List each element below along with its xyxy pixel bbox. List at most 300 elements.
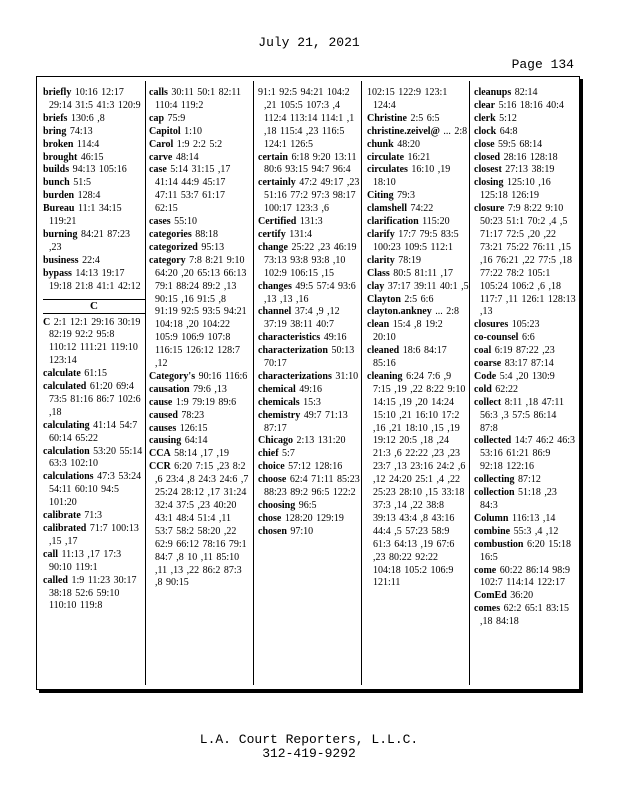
page-line-refs: 5:4 ,20 130:9 bbox=[499, 370, 555, 382]
page-line-refs: 95:13 bbox=[201, 241, 225, 253]
index-word: clayton.ankney bbox=[367, 306, 432, 318]
index-entry bbox=[149, 139, 251, 152]
index-word: Category's bbox=[149, 370, 196, 382]
index-word: CCR bbox=[149, 461, 171, 473]
index-word: chosen bbox=[258, 525, 287, 537]
page-line-refs: 88:18 bbox=[195, 228, 219, 240]
index-entry bbox=[258, 87, 360, 152]
page-line-refs: 62:4 71:11 85:23 88:23 89:2 96:5 122:2 bbox=[264, 474, 360, 499]
index-entry bbox=[43, 87, 145, 113]
index-entry bbox=[474, 164, 576, 177]
page-line-refs: 55:10 bbox=[174, 216, 197, 228]
entries-block bbox=[367, 87, 469, 590]
index-entry bbox=[367, 281, 469, 294]
index-word: cases bbox=[149, 216, 171, 228]
index-word: CCA bbox=[149, 448, 171, 460]
page-line-refs: 48:20 bbox=[397, 138, 420, 150]
index-entry bbox=[258, 384, 360, 397]
index-word: clerk bbox=[474, 112, 496, 124]
index-entry bbox=[43, 255, 145, 268]
index-word: carve bbox=[149, 151, 173, 163]
index-word: choice bbox=[258, 461, 285, 473]
index-word: circulates bbox=[367, 164, 408, 176]
index-word: briefs bbox=[43, 112, 68, 124]
page-line-refs: 102:15 122:9 123:1 124:4 bbox=[367, 87, 448, 111]
index-column-4 bbox=[367, 87, 469, 683]
index-word: causation bbox=[149, 383, 190, 395]
index-entry bbox=[258, 242, 360, 281]
index-word: come bbox=[474, 564, 497, 576]
page-line-refs: 91:1 92:5 94:21 104:2 ,21 105:5 107:3 ,4 112:4 113:14 114:1 ,1 ,18 115:4 ,23 116:5 124:1 126:5 bbox=[258, 87, 355, 150]
index-word: closing bbox=[474, 177, 504, 189]
index-word: calculated bbox=[43, 381, 87, 393]
page-line-refs: 53:20 55:14 63:3 102:10 bbox=[49, 445, 143, 470]
index-word: certain bbox=[258, 151, 288, 163]
index-word: calculating bbox=[43, 419, 90, 431]
index-entry bbox=[258, 216, 360, 229]
index-entry bbox=[474, 487, 576, 513]
page-line-refs: 6:19 87:22 ,23 bbox=[494, 345, 555, 357]
index-word: characterization bbox=[258, 345, 328, 357]
entries-block bbox=[149, 87, 251, 590]
index-column-1 bbox=[43, 87, 145, 683]
index-entry bbox=[474, 526, 576, 539]
page-line-refs: 27:13 38:19 bbox=[505, 164, 555, 176]
column-divider bbox=[253, 81, 254, 685]
page-line-refs: 36:20 bbox=[510, 590, 534, 602]
page-line-refs: 128:20 129:19 bbox=[284, 512, 344, 524]
index-word: bunch bbox=[43, 177, 70, 189]
index-word: chief bbox=[258, 448, 279, 460]
column-divider bbox=[469, 81, 470, 685]
index-column-2 bbox=[149, 87, 251, 683]
index-entry bbox=[43, 177, 145, 190]
page-line-refs: 130:6 ,8 bbox=[70, 112, 105, 124]
page-line-refs: 80:5 81:11 ,17 bbox=[393, 267, 453, 279]
index-word: clarify bbox=[367, 228, 395, 240]
index-word: Class bbox=[367, 267, 390, 279]
index-entry bbox=[258, 371, 360, 384]
index-entry bbox=[43, 139, 145, 152]
index-entry bbox=[474, 371, 576, 384]
page-line-refs: 11:13 ,17 17:3 90:10 119:1 bbox=[49, 548, 122, 573]
page-line-refs: 96:5 bbox=[298, 500, 317, 511]
index-entry bbox=[367, 87, 469, 113]
index-word: chemicals bbox=[258, 396, 300, 408]
index-entry bbox=[258, 397, 360, 410]
page-line-refs: 71:7 100:13 ,15 ,17 bbox=[49, 523, 139, 547]
index-entry bbox=[149, 423, 251, 436]
page-line-refs: 114:4 bbox=[76, 138, 100, 150]
index-word: broken bbox=[43, 138, 74, 150]
index-word: clay bbox=[367, 280, 385, 292]
entries-block bbox=[474, 87, 576, 629]
page-line-refs: 64:8 bbox=[499, 125, 518, 137]
word-index-frame bbox=[36, 76, 580, 690]
page-line-refs: 64:14 bbox=[184, 435, 208, 447]
index-word: characteristics bbox=[258, 332, 321, 344]
index-entry bbox=[474, 397, 576, 436]
page-line-refs: 30:11 50:1 82:11 110:4 119:2 bbox=[155, 87, 241, 111]
page-line-refs: 11:1 34:15 119:21 bbox=[49, 203, 122, 228]
index-word: combustion bbox=[474, 538, 524, 550]
page-line-refs: 2:5 6:6 bbox=[404, 293, 434, 305]
index-word: Bureau bbox=[43, 203, 75, 215]
entries-block bbox=[258, 87, 360, 539]
page-line-refs: 47:2 49:17 ,23 51:16 77:2 97:3 98:17 100:17 123:3 ,6 bbox=[264, 177, 360, 215]
index-entry bbox=[149, 384, 251, 397]
page-line-refs: 58:14 ,17 ,19 bbox=[174, 448, 229, 460]
page-line-refs: 55:3 ,4 ,12 bbox=[513, 525, 559, 537]
index-entry bbox=[149, 448, 251, 461]
index-word: calls bbox=[149, 87, 168, 98]
page-line-refs: 49:5 57:4 93:6 ,13 ,13 ,16 bbox=[264, 280, 356, 305]
index-entry bbox=[149, 152, 251, 165]
page-number: Page 134 bbox=[511, 57, 574, 72]
index-entry bbox=[367, 152, 469, 165]
index-word: clock bbox=[474, 125, 497, 137]
index-entry bbox=[474, 384, 576, 397]
index-entry bbox=[474, 100, 576, 113]
page-line-refs: 74:13 bbox=[69, 125, 93, 137]
index-word: Code bbox=[474, 370, 497, 382]
page-line-refs: 71:3 bbox=[84, 510, 103, 522]
index-word: Column bbox=[474, 512, 509, 524]
page-line-refs: 128:4 bbox=[77, 190, 101, 202]
page-line-refs: 131:3 bbox=[299, 216, 323, 228]
index-entry bbox=[258, 410, 360, 436]
page-line-refs: 116:13 ,14 bbox=[511, 512, 556, 524]
page-line-refs: 6:20 7:15 ,23 8:2 ,6 23:4 ,8 24:3 24:6 ,7 25:24 28:12 ,17 31:24 32:4 37:5 ,23 40:20 43:1 48:4 51:4 ,11 53:7 58:2 58:20 ,22 62:9 66:12 78:16 79:1 84:7 ,8 10 ,11 85:10 ,11 ,13 ,22 86:2 87:3 ,8 90:15 bbox=[155, 461, 249, 589]
index-entry bbox=[367, 306, 469, 319]
index-entry bbox=[474, 319, 576, 332]
index-word: Capitol bbox=[149, 125, 181, 137]
index-entry bbox=[367, 216, 469, 229]
index-word: cause bbox=[149, 396, 173, 408]
index-column-3 bbox=[258, 87, 360, 683]
page-line-refs: 125:10 ,16 125:18 126:19 bbox=[480, 177, 551, 202]
page-line-refs: 8:11 ,18 47:11 56:3 ,3 57:5 86:14 87:8 bbox=[480, 396, 565, 434]
index-word: collect bbox=[474, 396, 502, 408]
index-entry bbox=[258, 461, 360, 474]
page-line-refs: 6:18 9:20 13:11 80:6 93:15 94:7 96:4 bbox=[264, 151, 357, 176]
page-line-refs: 1:9 2:2 5:2 bbox=[176, 138, 223, 150]
index-word: Clayton bbox=[367, 293, 401, 305]
index-word: cleaned bbox=[367, 345, 400, 357]
index-word: briefly bbox=[43, 87, 72, 98]
page-line-refs: 83:17 87:14 bbox=[504, 358, 554, 370]
index-entry bbox=[149, 229, 251, 242]
index-entry bbox=[258, 513, 360, 526]
index-entry bbox=[474, 203, 576, 319]
index-word: comes bbox=[474, 603, 501, 615]
index-entry bbox=[149, 435, 251, 448]
index-word: C bbox=[43, 316, 51, 328]
page-line-refs: 5:14 31:15 ,17 41:14 44:9 45:17 47:11 53:7 61:17 62:15 bbox=[155, 164, 231, 215]
page-line-refs: 6:6 bbox=[521, 332, 535, 344]
index-entry bbox=[43, 152, 145, 165]
index-entry bbox=[43, 229, 145, 255]
transcript-date: July 21, 2021 bbox=[258, 35, 360, 50]
index-entry bbox=[149, 216, 251, 229]
index-entry bbox=[474, 539, 576, 565]
index-entry bbox=[43, 420, 145, 446]
index-entry bbox=[367, 319, 469, 345]
page-line-refs: 14:7 46:2 46:3 53:16 61:21 86:9 92:18 122:16 bbox=[480, 435, 576, 473]
index-entry bbox=[367, 255, 469, 268]
index-word: chemistry bbox=[258, 409, 301, 421]
index-entry bbox=[474, 358, 576, 371]
index-entry bbox=[149, 113, 251, 126]
index-word: Carol bbox=[149, 138, 174, 150]
page-line-refs: 49:7 71:13 87:17 bbox=[264, 409, 348, 434]
index-entry bbox=[367, 139, 469, 152]
index-entry bbox=[367, 294, 469, 307]
index-entry bbox=[43, 164, 145, 177]
index-word: cleanups bbox=[474, 87, 512, 98]
index-word: christine.zeivel@ bbox=[367, 125, 440, 137]
page-line-refs: 17:7 79:5 83:5 100:23 109:5 112:1 bbox=[373, 228, 459, 253]
index-word: brought bbox=[43, 151, 78, 163]
page-line-refs: 74:22 bbox=[410, 203, 434, 215]
index-word: caused bbox=[149, 409, 178, 421]
index-entry bbox=[43, 549, 145, 575]
page-line-refs: 126:15 bbox=[179, 422, 208, 434]
index-entry bbox=[43, 190, 145, 203]
index-word: characterizations bbox=[258, 370, 332, 382]
page-line-refs: 28:16 128:18 bbox=[503, 151, 558, 163]
index-entry bbox=[43, 203, 145, 229]
page-line-refs: 82:14 bbox=[514, 87, 538, 98]
index-word: combine bbox=[474, 525, 511, 537]
page-line-refs: 84:21 87:23 ,23 bbox=[49, 228, 131, 253]
index-word: ComEd bbox=[474, 590, 507, 602]
index-entry bbox=[258, 474, 360, 500]
page-line-refs: 16:10 ,19 18:10 bbox=[373, 164, 451, 189]
index-word: change bbox=[258, 241, 288, 253]
page-line-refs: 79:3 bbox=[397, 190, 415, 202]
page-line-refs: 16:21 bbox=[407, 151, 431, 163]
index-entry bbox=[43, 126, 145, 139]
page-line-refs: 7:8 8:21 9:10 64:20 ,20 65:13 66:13 79:1 88:24 89:2 ,13 90:15 ,16 91:5 ,8 91:19 92:5 93:5 94:21 104:18 ,20 104:22 105:9 106:9 107:8 116:15 126:12 128:7 ,12 bbox=[155, 254, 247, 370]
index-word: clear bbox=[474, 99, 496, 111]
index-word: business bbox=[43, 254, 79, 266]
index-word: chemical bbox=[258, 383, 296, 395]
page-line-refs: 48:14 bbox=[175, 151, 199, 163]
index-entry bbox=[474, 590, 576, 603]
index-entry bbox=[474, 139, 576, 152]
page-line-refs: 49:16 bbox=[299, 383, 323, 395]
index-entry bbox=[43, 113, 145, 126]
index-entry bbox=[149, 410, 251, 423]
index-word: chunk bbox=[367, 138, 394, 150]
page-line-refs: 59:5 68:14 bbox=[498, 138, 543, 150]
page-line-refs: 14:13 19:17 19:18 21:8 41:1 42:12 bbox=[49, 267, 141, 292]
page-line-refs: ... 2:8 bbox=[435, 306, 460, 318]
index-entry bbox=[367, 203, 469, 216]
page-line-refs: 15:3 bbox=[303, 396, 321, 408]
page-line-refs: 5:16 18:16 40:4 bbox=[498, 99, 564, 111]
index-word: calculate bbox=[43, 368, 81, 380]
page-line-refs: 61:20 69:4 73:5 81:16 86:7 102:6 ,18 bbox=[49, 381, 141, 418]
index-entry bbox=[367, 164, 469, 190]
index-entry bbox=[258, 526, 360, 539]
column-divider bbox=[145, 81, 146, 685]
page-line-refs: 1:10 bbox=[184, 125, 202, 137]
index-word: bring bbox=[43, 125, 67, 137]
reporter-phone: 312-419-9292 bbox=[262, 746, 356, 761]
index-word: calculations bbox=[43, 471, 94, 483]
index-entry bbox=[43, 446, 145, 472]
index-word: clamshell bbox=[367, 203, 407, 215]
index-word: Christine bbox=[367, 112, 407, 124]
index-entry bbox=[258, 306, 360, 332]
index-word: changes bbox=[258, 280, 292, 292]
page-line-refs: 1:9 11:23 30:17 38:18 52:6 59:10 110:10 119:8 bbox=[49, 574, 137, 612]
index-entry bbox=[474, 177, 576, 203]
index-word: channel bbox=[258, 306, 292, 318]
page-line-refs: 6:24 7:6 ,9 7:15 ,19 ,22 8:22 9:10 14:15 ,19 ,20 14:24 15:10 ,21 16:10 17:2 ,16 ,21 18:10 ,15 ,19 19:12 20:5 ,18 ,24 21:3 ,6 22:22 ,23 ,23 23:7 ,13 23:16 24:2 ,6 ,12 24:20 25:1 ,4 ,22 25:23 28:10 ,15 33:18 37:3 ,14 ,22 38:8 39:13 43:4 ,8 43:16 44:4 ,5 57:23 58:9 61:3 64:13 ,19 67:6 ,23 80:22 92:22 104:18 105:2 106:9 121:11 bbox=[373, 370, 466, 589]
index-word: call bbox=[43, 548, 58, 560]
index-word: calibrated bbox=[43, 523, 87, 534]
page-line-refs: 10:16 12:17 29:14 31:5 41:3 120:9 bbox=[49, 87, 141, 111]
index-entry bbox=[149, 371, 251, 384]
index-word: coal bbox=[474, 345, 492, 357]
index-word: burden bbox=[43, 190, 75, 202]
index-entry bbox=[149, 164, 251, 216]
index-entry bbox=[149, 242, 251, 255]
index-entry bbox=[43, 523, 145, 549]
page-line-refs: 61:15 bbox=[84, 368, 108, 380]
page-line-refs: 22:4 bbox=[82, 254, 100, 266]
page-line-refs: 60:22 86:14 98:9 102:7 114:14 122:17 bbox=[480, 564, 571, 589]
page-line-refs: 2:13 131:20 bbox=[296, 435, 346, 447]
index-word: clarity bbox=[367, 254, 395, 266]
index-entry bbox=[474, 332, 576, 345]
index-word: categories bbox=[149, 228, 192, 240]
page-line-refs: 5:7 bbox=[282, 448, 295, 460]
page-line-refs: 51:5 bbox=[73, 177, 91, 189]
page-line-refs: 51:18 ,23 84:3 bbox=[480, 487, 557, 511]
index-word: close bbox=[474, 138, 495, 150]
index-entry bbox=[43, 575, 145, 614]
index-word: collection bbox=[474, 487, 515, 499]
index-entry bbox=[474, 513, 576, 526]
index-word: builds bbox=[43, 164, 70, 176]
page-line-refs: 87:12 bbox=[518, 474, 541, 486]
index-entry bbox=[367, 190, 469, 203]
index-entry bbox=[258, 448, 360, 461]
index-word: certify bbox=[258, 228, 286, 240]
index-word: collecting bbox=[474, 474, 515, 486]
index-word: case bbox=[149, 164, 167, 176]
index-entry bbox=[258, 281, 360, 307]
index-word: co-counsel bbox=[474, 332, 519, 344]
page-line-refs: 115:20 bbox=[422, 216, 450, 228]
page-line-refs: 49:16 bbox=[323, 332, 347, 344]
page-line-refs: 78:23 bbox=[181, 409, 205, 421]
page-line-refs: 79:6 ,13 bbox=[193, 383, 227, 395]
page-line-refs: 41:14 54:7 60:14 65:22 bbox=[49, 419, 138, 444]
index-entry bbox=[149, 87, 251, 113]
page-line-refs: 15:4 ,8 19:2 20:10 bbox=[373, 319, 443, 344]
column-divider bbox=[361, 81, 362, 685]
index-entry bbox=[258, 500, 360, 513]
index-entry bbox=[474, 152, 576, 165]
index-word: calculation bbox=[43, 445, 90, 457]
index-word: cold bbox=[474, 383, 492, 395]
index-word: collected bbox=[474, 435, 512, 447]
index-word: closed bbox=[474, 151, 501, 163]
letter-section-header: C bbox=[43, 299, 145, 314]
index-word: calibrate bbox=[43, 510, 81, 522]
page-line-refs: 78:19 bbox=[398, 254, 422, 266]
index-entry bbox=[367, 345, 469, 371]
page-line-refs: 7:9 8:22 9:10 50:23 51:1 70:2 ,4 ,5 71:17 72:5 ,20 ,22 73:21 75:22 76:11 ,15 ,16 76:21 ,22 77:5 ,18 77:22 78:2 105:1 105:24 106:2 ,6 ,18 117:7 ,11 126:1 128:13 ,13 bbox=[480, 203, 576, 318]
index-entry bbox=[367, 126, 469, 139]
page-line-refs: 1:9 79:19 89:6 bbox=[175, 396, 237, 408]
entries-block bbox=[43, 87, 145, 294]
index-word: Citing bbox=[367, 190, 394, 202]
index-entry bbox=[43, 471, 145, 510]
index-word: categorized bbox=[149, 241, 198, 253]
index-word: closure bbox=[474, 203, 505, 215]
index-entry bbox=[258, 332, 360, 345]
page-line-refs: 62:2 65:1 83:15 ,18 84:18 bbox=[480, 603, 569, 628]
page-line-refs: 37:17 39:11 40:1 ,5 bbox=[387, 280, 469, 292]
index-entry bbox=[149, 126, 251, 139]
index-entry bbox=[367, 113, 469, 126]
index-entry bbox=[474, 474, 576, 487]
index-word: clean bbox=[367, 319, 390, 331]
index-entry bbox=[43, 381, 145, 420]
index-entry bbox=[474, 345, 576, 358]
page-line-refs: 131:4 bbox=[289, 228, 313, 240]
index-word: called bbox=[43, 574, 68, 586]
index-entry bbox=[43, 510, 145, 523]
entries-block bbox=[43, 317, 145, 614]
index-word: Chicago bbox=[258, 435, 293, 447]
index-entry bbox=[258, 152, 360, 178]
index-word: certainly bbox=[258, 177, 296, 189]
index-entry bbox=[258, 345, 360, 371]
page-line-refs: 47:3 53:24 54:11 60:10 94:5 101:20 bbox=[49, 471, 142, 509]
index-entry bbox=[258, 229, 360, 242]
page-line-refs: 6:20 15:18 16:5 bbox=[480, 538, 572, 563]
page-line-refs: 57:12 128:16 bbox=[288, 461, 343, 473]
index-entry bbox=[43, 317, 145, 369]
index-entry bbox=[474, 603, 576, 629]
page-line-refs: 37:4 ,9 ,12 37:19 38:11 40:7 bbox=[264, 306, 340, 331]
index-word: category bbox=[149, 254, 186, 266]
index-word: choose bbox=[258, 474, 287, 486]
index-entry bbox=[474, 113, 576, 126]
index-entry bbox=[43, 268, 145, 294]
index-word: clarification bbox=[367, 216, 419, 228]
page-line-refs: 75:9 bbox=[167, 112, 186, 124]
index-word: circulate bbox=[367, 151, 405, 163]
index-entry bbox=[474, 435, 576, 474]
index-word: cap bbox=[149, 112, 164, 124]
page-line-refs: 62:22 bbox=[495, 383, 519, 395]
page-line-refs: 2:1 12:1 29:16 30:19 82:19 92:2 95:8 110:12 111:21 119:10 123:14 bbox=[49, 316, 141, 367]
index-word: causes bbox=[149, 422, 177, 434]
index-entry bbox=[149, 461, 251, 590]
index-entry bbox=[258, 177, 360, 216]
index-word: closures bbox=[474, 319, 509, 331]
index-entry bbox=[474, 87, 576, 100]
index-entry bbox=[367, 229, 469, 255]
